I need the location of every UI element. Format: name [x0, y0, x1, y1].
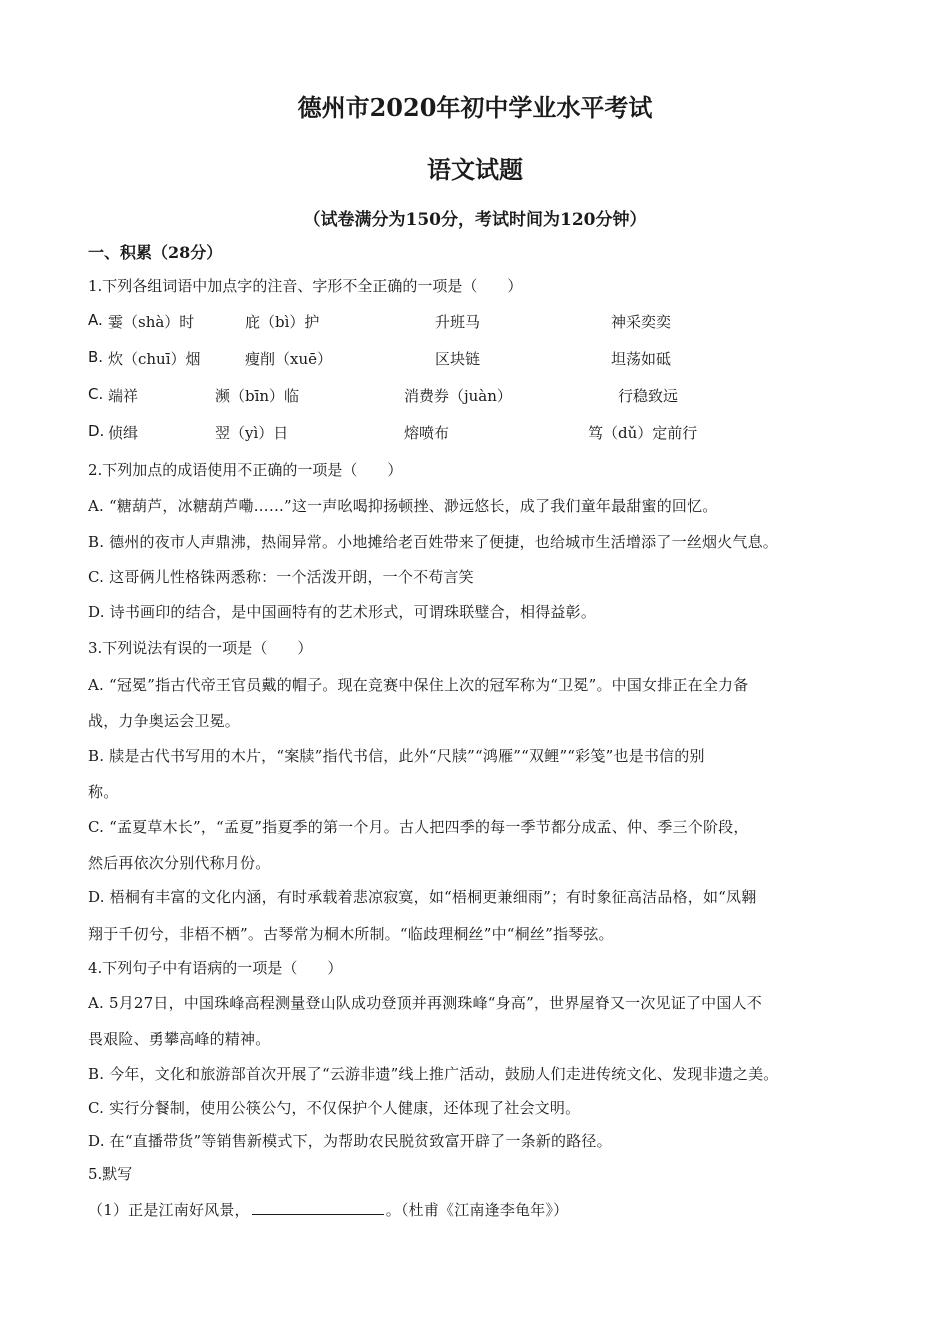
- question-5-stem: 5.默写: [88, 1165, 133, 1183]
- q4-option-c: C. 实行分餐制，使用公筷公勺，不仅保护个人健康，还体现了社会文明。: [88, 1099, 581, 1117]
- option-item: 笃（dǔ）定前行: [588, 424, 698, 442]
- q3-option-b-line2: 称。: [88, 783, 119, 801]
- option-item: 行稳致远: [618, 387, 679, 405]
- option-letter: B.: [88, 348, 104, 366]
- section-heading: 一、积累（28分）: [88, 243, 223, 262]
- q1-option-a: [88, 311, 878, 335]
- q1-option-d: [88, 422, 878, 446]
- q5-item-1-prefix: （1）正是江南好风景，: [88, 1201, 250, 1219]
- q2-option-b: B. 德州的夜市人声鼎沸，热闹异常。小地摊给老百姓带来了便捷，也给城市生活增添了一丝烟火气息。: [88, 533, 778, 551]
- option-item: 坦荡如砥: [611, 350, 672, 368]
- option-item: 端祥: [108, 387, 139, 405]
- option-item: 升班马: [435, 313, 481, 331]
- q4-option-a-line1: A. 5月27日，中国珠峰高程测量登山队成功登顶并再测珠峰“身高”，世界屋脊又一次见证了中国人不: [88, 994, 762, 1012]
- q1-option-c: [88, 385, 878, 409]
- option-item: 瘦削（xuē）: [245, 350, 332, 368]
- q3-option-b-line1: B. 牍是古代书写用的木片，“案牍”指代书信，此外“尺牍”“鸿雁”“双鲤”“彩笺”也是书信的别: [88, 747, 705, 765]
- q3-option-d-line1: D. 梧桐有丰富的文化内涵，有时承载着悲凉寂寞，如“梧桐更兼细雨”；有时象征高洁品格，如“凤翱: [88, 888, 757, 906]
- q1-option-b: [88, 348, 878, 372]
- option-item: 区块链: [435, 350, 481, 368]
- q3-option-a-line1: A. “冠冕”指古代帝王官员戴的帽子。现在竞赛中保住上次的冠军称为“卫冕”。中国女排正在全力备: [88, 676, 749, 694]
- question-1-stem: 1.下列各组词语中加点字的注音、字形不全正确的一项是（ ）: [88, 277, 523, 295]
- option-letter: C.: [88, 385, 104, 403]
- q4-option-b: B. 今年，文化和旅游部首次开展了“云游非遗”线上推广活动，鼓励人们走进传统文化、发现非遗之美。: [88, 1065, 779, 1083]
- option-letter: A.: [88, 311, 103, 329]
- option-item: 翌（yì）日: [215, 424, 289, 442]
- option-item: 庇（bì）护: [245, 313, 320, 331]
- option-item: 消费券（juàn）: [404, 387, 512, 405]
- q2-option-c: C. 这哥俩儿性格铢两悉称：一个活泼开朗，一个不苟言笑: [88, 568, 474, 586]
- option-letter: D.: [88, 422, 105, 440]
- option-item: 濒（bīn）临: [215, 387, 300, 405]
- exam-note: （试卷满分为150分，考试时间为120分钟）: [303, 210, 647, 230]
- question-2-stem: 2.下列加点的成语使用不正确的一项是（ ）: [88, 461, 403, 479]
- q5-item-1: [88, 1199, 878, 1220]
- q3-option-c-line2: 然后再依次分别代称月份。: [88, 854, 271, 872]
- question-3-stem: 3.下列说法有误的一项是（ ）: [88, 639, 313, 657]
- answer-blank[interactable]: [252, 1200, 384, 1215]
- q3-option-c-line1: C. “孟夏草木长”，“孟夏”指夏季的第一个月。古人把四季的每一季节都分成孟、仲、季三个阶段，: [88, 818, 749, 836]
- q5-item-1-suffix: 。（杜甫《江南逢李龟年》）: [385, 1201, 569, 1219]
- q2-option-a: A. “糖葫芦，冰糖葫芦嘞……”这一声吆喝抑扬顿挫、渺远悠长，成了我们童年最甜蜜的回忆。: [88, 497, 718, 515]
- option-item: 霎（shà）时: [108, 313, 195, 331]
- question-4-stem: 4.下列句子中有语病的一项是（ ）: [88, 959, 343, 977]
- q3-option-a-line2: 战，力争奥运会卫冕。: [88, 712, 241, 730]
- q4-option-d: D. 在“直播带货”等销售新模式下，为帮助农民脱贫致富开辟了一条新的路径。: [88, 1132, 612, 1150]
- option-item: 侦缉: [108, 424, 139, 442]
- option-item: 熔喷布: [404, 424, 450, 442]
- subject-title: 语文试题: [427, 155, 523, 184]
- q3-option-d-line2: 翔于千仞兮，非梧不栖”。古琴常为桐木所制。“临歧理桐丝”中“桐丝”指琴弦。: [88, 925, 614, 943]
- q4-option-a-line2: 畏艰险、勇攀高峰的精神。: [88, 1030, 271, 1048]
- option-item: 炊（chuī）烟: [108, 350, 201, 368]
- option-item: 神采奕奕: [611, 313, 672, 331]
- exam-title: 德州市2020年初中学业水平考试: [297, 93, 653, 122]
- q2-option-d: D. 诗书画印的结合，是中国画特有的艺术形式，可谓珠联璧合，相得益彰。: [88, 603, 597, 621]
